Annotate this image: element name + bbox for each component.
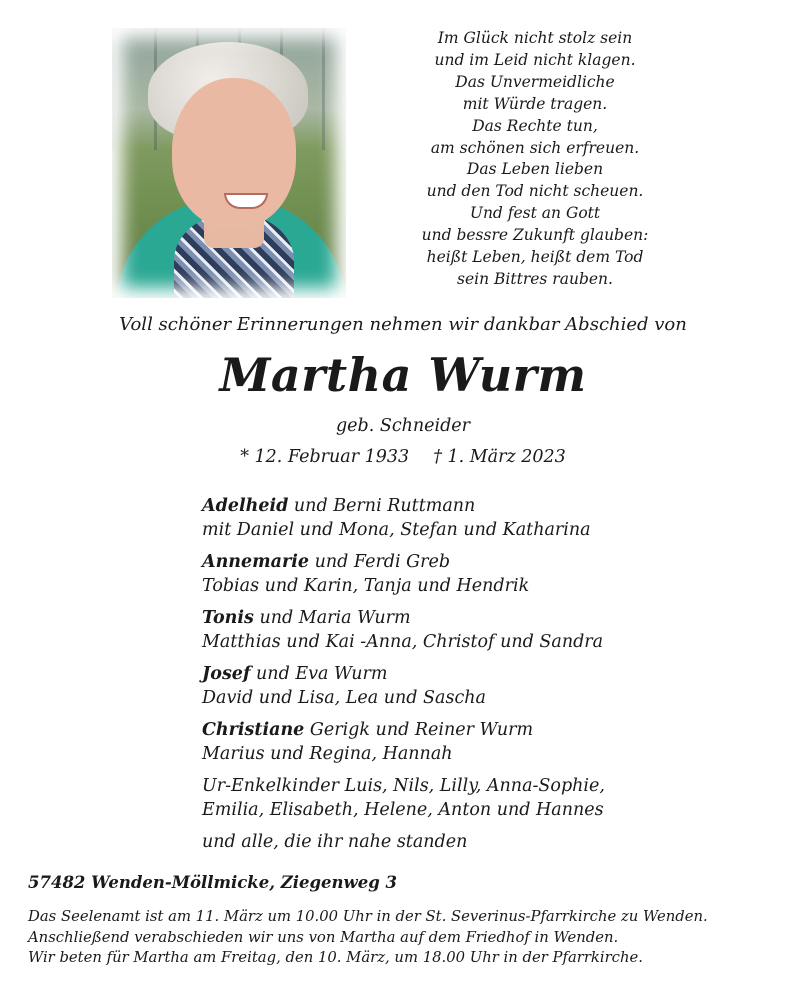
- mourner-group: [202, 494, 762, 542]
- death-date: † 1. März 2023: [433, 447, 566, 467]
- mourners-list: [202, 494, 762, 862]
- birth-name: geb. Schneider: [335, 416, 471, 436]
- mourner-name: Annemarie: [202, 552, 310, 572]
- mourner-children: Marius und Regina, Hannah: [202, 744, 453, 764]
- poem-line: Das Rechte tun,: [472, 116, 598, 135]
- service-note: Anschließend verabschieden wir uns von Martha auf dem Friedhof in Wenden.: [28, 928, 619, 946]
- portrait-photo: [112, 28, 346, 298]
- mourner-partner: und Berni Ruttmann: [288, 496, 476, 516]
- birth-date: * 12. Februar 1933: [240, 447, 410, 467]
- poem: [400, 28, 670, 291]
- mourner-partner: und Maria Wurm: [253, 608, 411, 628]
- mourner-children: mit Daniel und Mona, Stefan und Katharina: [202, 520, 591, 540]
- poem-line: und im Leid nicht klagen.: [434, 50, 636, 69]
- others-line-group: [202, 830, 762, 854]
- mourner-name: Christiane: [202, 720, 305, 740]
- mourner-line: [202, 662, 762, 686]
- others-line: und alle, die ihr nahe standen: [202, 832, 468, 852]
- poem-line: Das Leben lieben: [466, 160, 604, 179]
- service-notes: [28, 907, 798, 969]
- mourner-line: [202, 550, 762, 574]
- mourner-children: Tobias und Karin, Tanja und Hendrik: [202, 576, 530, 596]
- great-grandchildren-line-2: Emilia, Elisabeth, Helene, Anton und Hannes: [202, 800, 604, 820]
- photo-vignette: [112, 28, 346, 298]
- poem-line: mit Würde tragen.: [462, 94, 608, 113]
- mourner-line: [202, 606, 762, 630]
- mourner-partner: und Ferdi Greb: [309, 552, 451, 572]
- mourner-children: David und Lisa, Lea und Sascha: [202, 688, 486, 708]
- deceased-name: Martha Wurm: [219, 348, 587, 402]
- poem-line: Und fest an Gott: [469, 204, 601, 223]
- service-note: Das Seelenamt ist am 11. März um 10.00 Uhr in der St. Severinus-Pfarrkirche zu Wenden.: [28, 908, 708, 925]
- mourner-line: [202, 718, 762, 742]
- mourner-partner: und Eva Wurm: [250, 664, 388, 684]
- poem-line: heißt Leben, heißt dem Tod: [426, 248, 644, 267]
- poem-line: Im Glück nicht stolz sein: [437, 29, 633, 47]
- mourner-name: Josef: [202, 664, 251, 684]
- mourner-group: [202, 606, 762, 654]
- mourner-name: Tonis: [202, 608, 254, 628]
- service-note: Wir beten für Martha am Freitag, den 10. März, um 18.00 Uhr in der Pfarrkirche.: [28, 949, 643, 966]
- life-dates: [0, 447, 806, 467]
- poem-line: sein Bittres rauben.: [457, 269, 613, 288]
- mourner-group: [202, 662, 762, 710]
- mourner-line: [202, 494, 762, 518]
- poem-line: und bessre Zukunft glauben:: [421, 226, 649, 245]
- poem-line: am schönen sich erfreuen.: [430, 138, 640, 157]
- mourner-partner: Gerigk und Reiner Wurm: [304, 720, 534, 740]
- mourner-group: [202, 718, 762, 766]
- poem-line: Das Unvermeidliche: [455, 72, 615, 91]
- address: 57482 Wenden-Möllmicke, Ziegenweg 3: [28, 873, 398, 892]
- mourner-children: Matthias und Kai -Anna, Christof und Sandra: [202, 632, 604, 652]
- mourner-group: [202, 550, 762, 598]
- farewell-intro: Voll schöner Erinnerungen nehmen wir dankbar Abschied von: [119, 314, 687, 335]
- poem-line: und den Tod nicht scheuen.: [426, 182, 644, 201]
- great-grandchildren-line-1: Ur-Enkelkinder Luis, Nils, Lilly, Anna-Sophie,: [202, 776, 605, 796]
- great-grandchildren: [202, 774, 762, 822]
- mourner-name: Adelheid: [202, 496, 289, 516]
